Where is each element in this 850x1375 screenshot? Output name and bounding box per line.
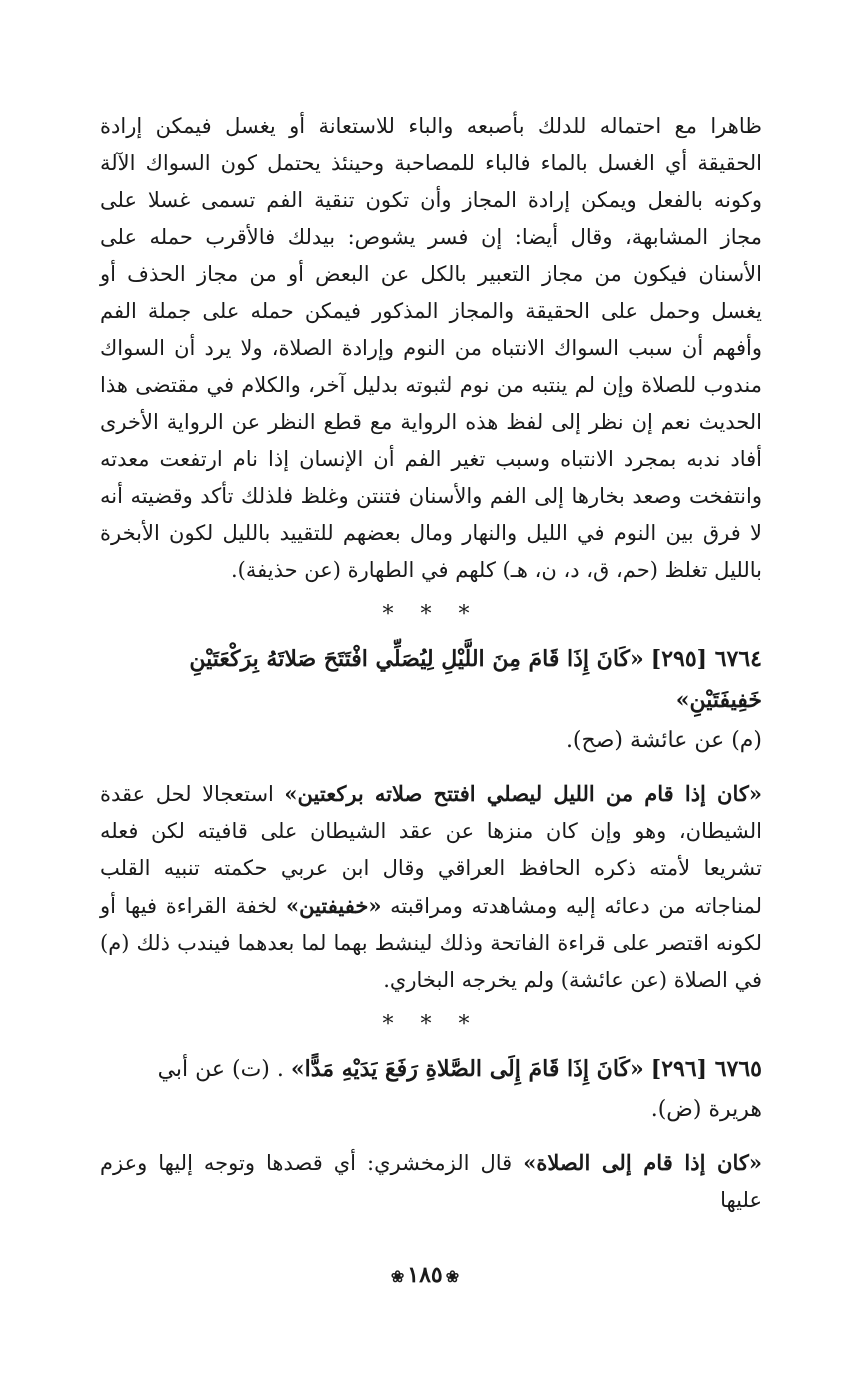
- ornament-right-icon: ❀: [445, 1267, 460, 1286]
- commentary-quote: «كان إذا قام من الليل ليصلي افتتح صلاته بركعتين»: [284, 781, 762, 806]
- commentary-paragraph-6765: [100, 1144, 762, 1219]
- page-number-footer: [0, 1262, 850, 1288]
- section-separator: * * *: [382, 602, 480, 627]
- ornament-left-icon: ❀: [390, 1267, 405, 1286]
- section-separator-2: * * *: [382, 1012, 480, 1037]
- hadith-source-2: . (ت) عن أبي هريرة (ض).: [157, 1057, 762, 1122]
- commentary-quote-secondary: «خفيفتين»: [285, 893, 382, 918]
- hadith-source: (م) عن عائشة (صح).: [565, 728, 762, 753]
- hadith-number: ٦٧٦٤ [٢٩٥]: [650, 646, 762, 672]
- commentary-text: استعجالا لحل عقدة الشيطان، وهو وإن كان منزها عن عقد الشيطان على قافيته لكن فعله تشريعا لأمته ذكره الحافظ العراقي وقال ابن عربي حكمته تنبيه القلب لمناجاته من دعائه إليه ومشاهدته ومراقبته: [100, 782, 763, 918]
- hadith-text: «كَانَ إِذَا قَامَ مِنَ اللَّيْلِ لِيُصَلِّي افْتَتَحَ صَلاتَهُ بِرَكْعَتَيْنِ خَفِيفَتَيْنِ»: [189, 646, 762, 713]
- document-page: [100, 108, 762, 1255]
- commentary-paragraph-continued: ظاهرا مع احتماله للدلك بأصبعه والباء للاستعانة أو يغسل فيمكن إرادة الحقيقة أي الغسل بالماء فالباء للمصاحبة وحينئذ يحتمل كون السواك الآلة وكونه بالفعل ويمكن إرادة المجاز وأن تكون تنقية الفم تسمى غسلا على مجاز المشابهة، وقال أيضا: إن فسر يشوص: بيدلك فالأقرب حمله على الأسنان فيكون من مجاز التعبير بالكل عن البعض أو من مجاز الحذف أو يغسل وحمل على الحقيقة والمجاز المذكور فيمكن حمله على جملة الفم وأفهم أن سبب السواك الانتباه من النوم وإرادة الصلاة، ولا يرد أن السواك مندوب للصلاة وإن لم ينتبه من نوم لثبوته بدليل آخر، والكلام في مقتضى هذا الحديث نعم إن نظر إلى لفظ هذه الرواية مع قطع النظر عن الرواية الأخرى أفاد ندبه بمجرد الانتباه وسبب تغير الفم أن الإنسان إذا نام ارتفعت معدته وانتفخت وصعد بخارها إلى الفم والأسنان فتنتن وغلظ فلذلك تأكد وقضيته أنه لا فرق بين النوم في الليل والنهار ومال بعضهم للتقييد بالليل لكون الأبخرة بالليل تغلظ (حم، ق، د، ن، هـ) كلهم في الطهارة (عن حذيفة).: [100, 114, 762, 582]
- hadith-number-2: ٦٧٦٥ [٢٩٦]: [650, 1056, 762, 1082]
- spacer-2: [100, 1130, 762, 1144]
- page-number: ١٨٥: [407, 1262, 443, 1288]
- hadith-text-2: «كَانَ إِذَا قَامَ إِلَى الصَّلاةِ رَفَعَ يَدَيْهِ مَدًّا»: [290, 1056, 644, 1082]
- hadith-entry-6764: [100, 639, 762, 761]
- commentary-text-continued: لخفة القراءة فيها أو لكونه اقتصر على قراءة الفاتحة وذلك لينشط بهما لما بعدهما فيندب ذلك (م) في الصلاة (عن عائشة) ولم يخرجه البخاري.: [100, 894, 762, 992]
- hadith-entry-6765: [100, 1049, 762, 1130]
- spacer: [100, 761, 762, 775]
- commentary-quote-2: «كان إذا قام إلى الصلاة»: [523, 1150, 762, 1175]
- commentary-text-2: قال الزمخشري: أي قصدها وتوجه إليها وعزم عليها: [100, 1151, 762, 1212]
- commentary-paragraph-6764: [100, 775, 762, 999]
